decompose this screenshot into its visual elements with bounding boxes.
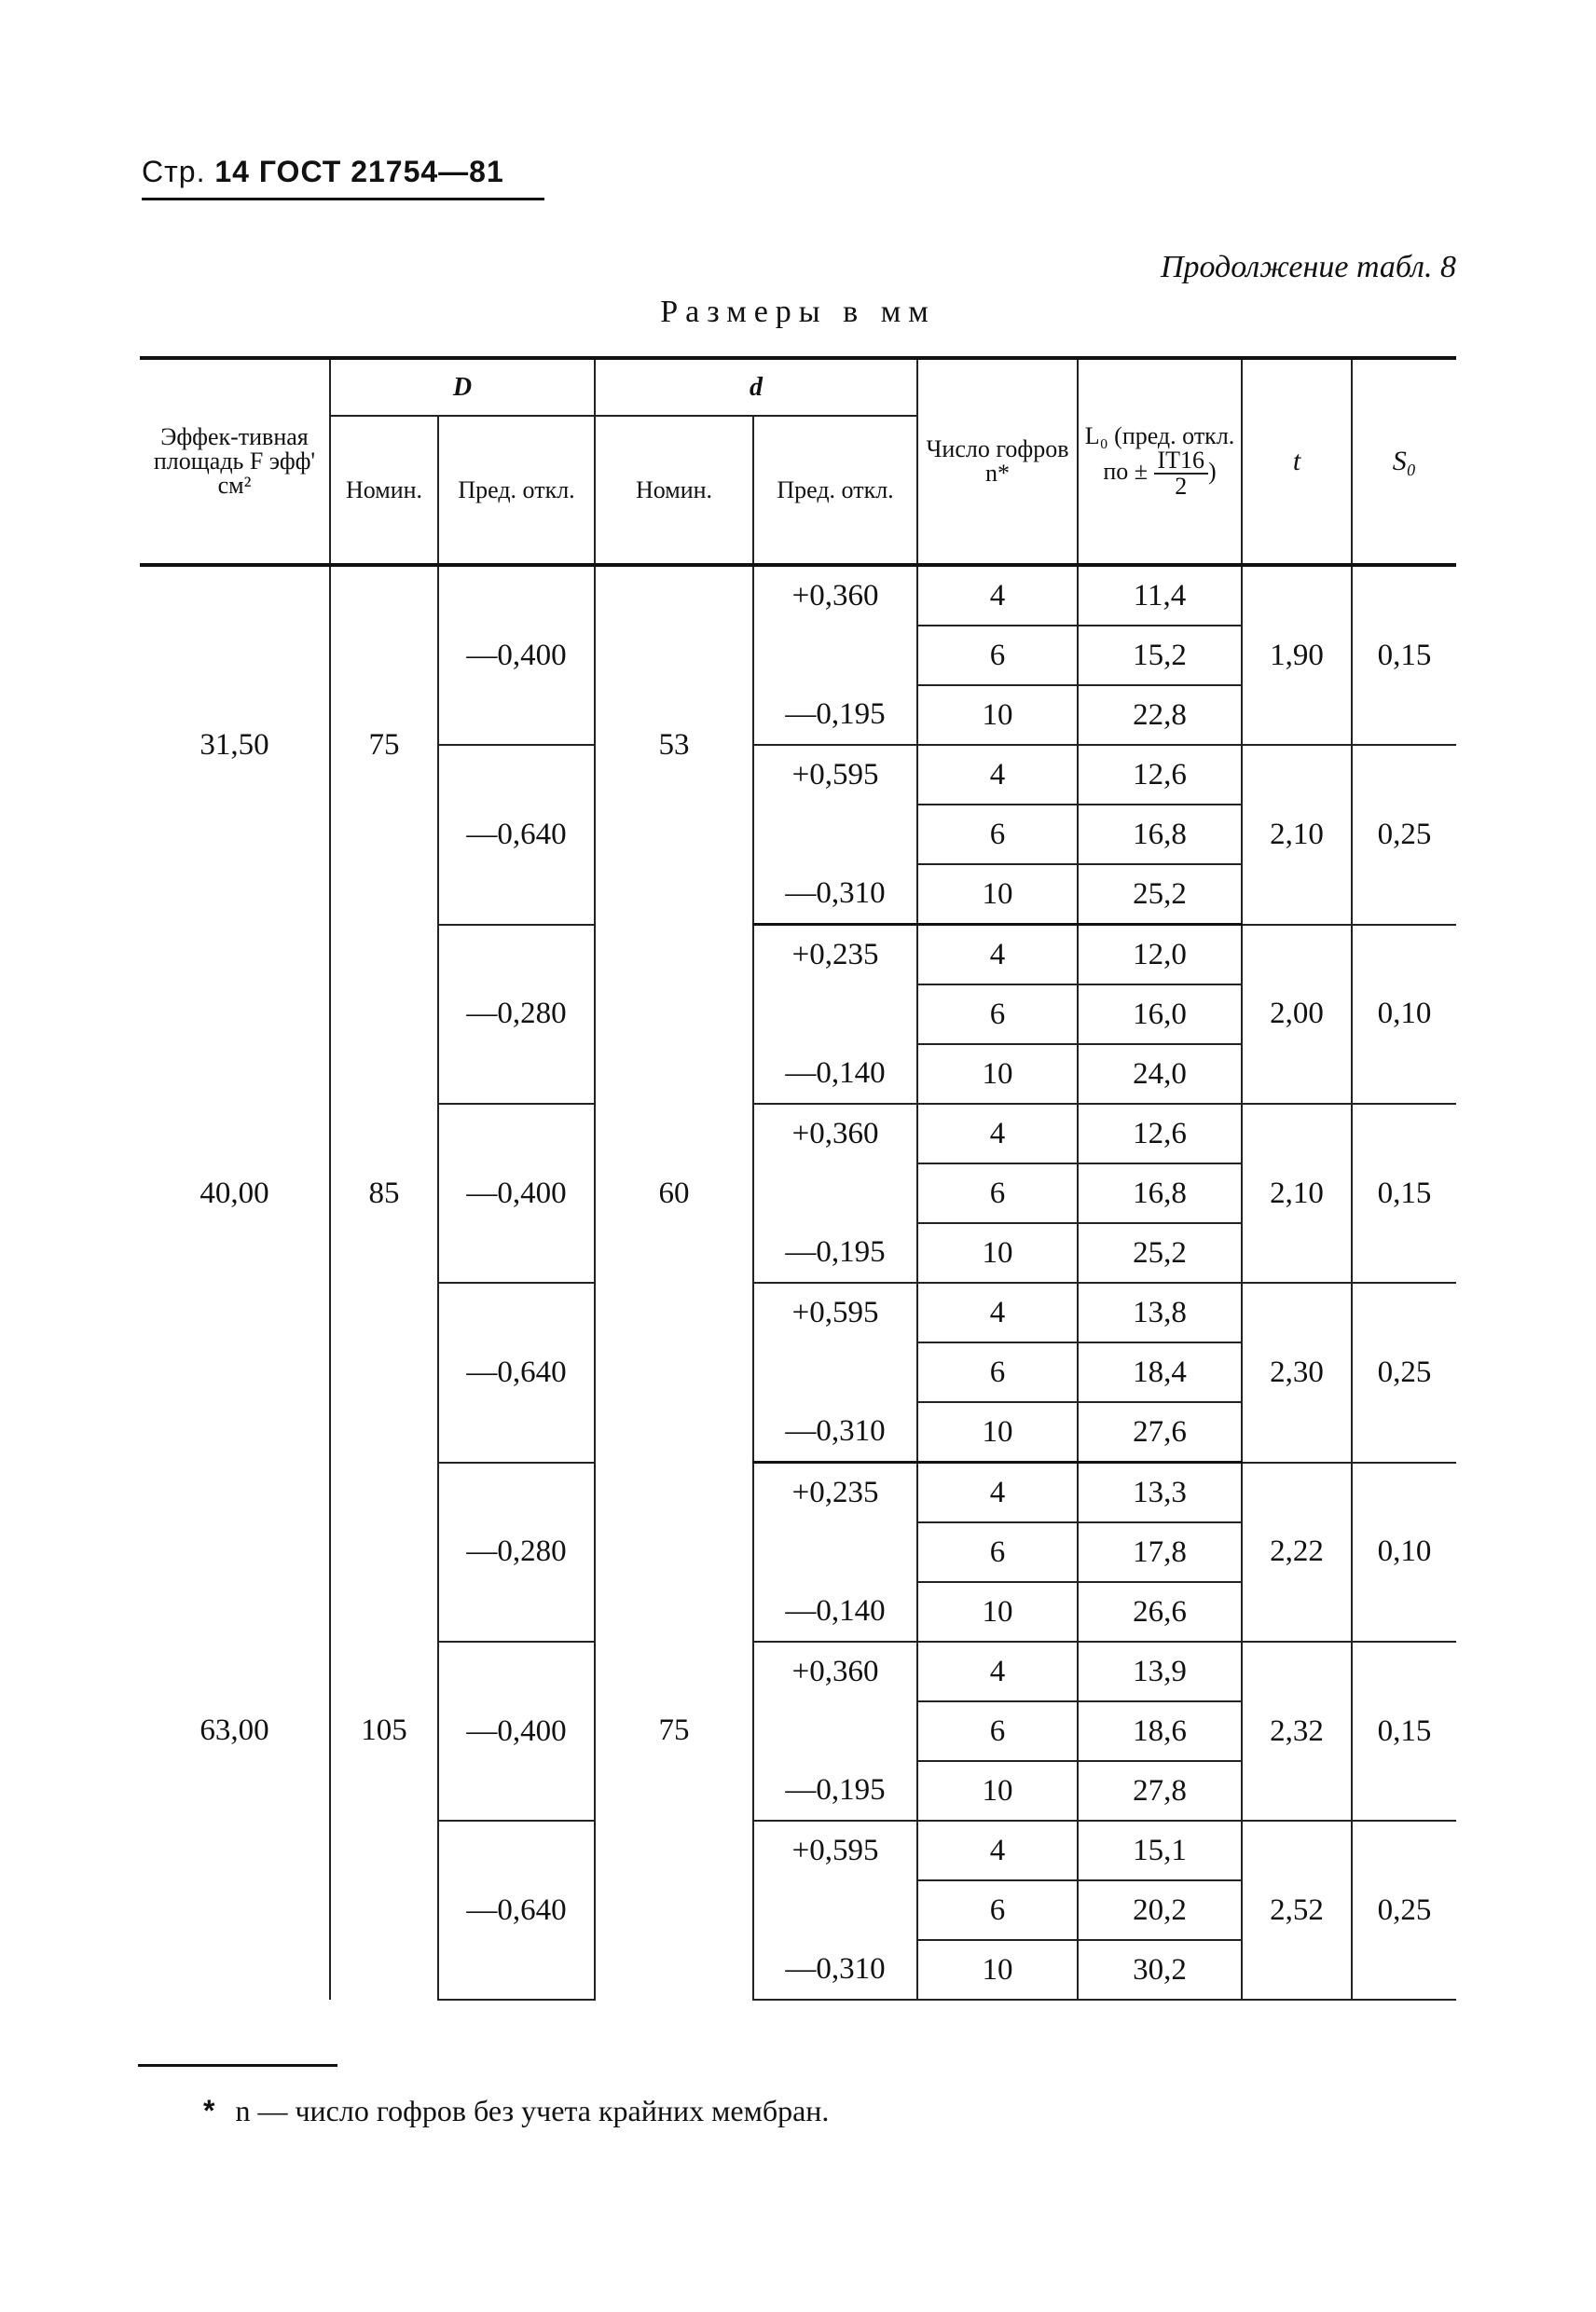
header-L0-text: L₀ (пред. откл. по ± <box>1084 422 1235 485</box>
n-cell: 10 <box>917 1582 1078 1642</box>
L0-cell: 30,2 <box>1078 1940 1242 2000</box>
footnote-text: n — число гофров без учета крайних мембран. <box>235 2094 830 2127</box>
d-tolerance-lower-cell: —0,310 <box>753 1940 917 2000</box>
s0-cell: 0,15 <box>1352 565 1456 745</box>
L0-cell: 15,2 <box>1078 626 1242 685</box>
d-tolerance-upper-cell: +0,235 <box>753 925 917 985</box>
n-cell: 4 <box>917 925 1078 985</box>
area-cell: 40,00 <box>140 925 330 1463</box>
L0-cell: 22,8 <box>1078 685 1242 745</box>
s0-cell: 0,25 <box>1352 745 1456 925</box>
n-cell: 10 <box>917 1940 1078 2000</box>
n-cell: 6 <box>917 984 1078 1044</box>
d-tolerance-blank-cell <box>753 1342 917 1402</box>
d-nominal-cell: 75 <box>595 1463 753 2001</box>
d-tolerance-lower-cell: —0,140 <box>753 1044 917 1104</box>
d-nominal-cell: 60 <box>595 925 753 1463</box>
n-cell: 10 <box>917 864 1078 925</box>
page-header <box>142 155 504 189</box>
L0-cell: 24,0 <box>1078 1044 1242 1104</box>
standard-code: ГОСТ 21754—81 <box>258 155 504 188</box>
D-tolerance-cell: —0,400 <box>438 565 595 745</box>
d-tolerance-lower-cell: —0,310 <box>753 1402 917 1463</box>
L0-cell: 15,1 <box>1078 1821 1242 1880</box>
L0-cell: 17,8 <box>1078 1522 1242 1582</box>
header-area <box>140 358 330 565</box>
d-tolerance-lower-cell: —0,195 <box>753 1761 917 1821</box>
t-cell: 2,10 <box>1242 1104 1352 1283</box>
header-s0 <box>1352 358 1456 565</box>
footnote <box>203 2094 829 2128</box>
s0-cell: 0,25 <box>1352 1283 1456 1463</box>
D-tolerance-cell: —0,640 <box>438 745 595 925</box>
n-cell: 10 <box>917 1223 1078 1283</box>
d-tolerance-blank-cell <box>753 805 917 864</box>
header-L0-frac-num: IT16 <box>1154 448 1209 475</box>
header-t <box>1242 358 1352 565</box>
n-cell: 4 <box>917 1104 1078 1163</box>
area-cell: 63,00 <box>140 1463 330 2001</box>
d-tolerance-blank-cell <box>753 1880 917 1940</box>
L0-cell: 16,8 <box>1078 805 1242 864</box>
t-cell: 2,22 <box>1242 1463 1352 1643</box>
page-number: 14 <box>214 155 250 188</box>
header-D-tolerance: Пред. откл. <box>438 416 595 565</box>
D-nominal-cell: 75 <box>330 565 438 925</box>
table-row <box>140 1463 1456 1523</box>
n-cell: 4 <box>917 1642 1078 1701</box>
header-d-tolerance: Пред. откл. <box>753 416 917 565</box>
n-cell: 6 <box>917 1880 1078 1940</box>
header-d-nominal: Номин. <box>595 416 753 565</box>
D-tolerance-cell: —0,280 <box>438 925 595 1105</box>
t-cell: 2,00 <box>1242 925 1352 1105</box>
n-cell: 4 <box>917 1463 1078 1523</box>
header-n <box>917 358 1078 565</box>
d-tolerance-blank-cell <box>753 1701 917 1761</box>
header-n-text: Число гофров n* <box>926 435 1069 487</box>
L0-cell: 12,6 <box>1078 745 1242 805</box>
n-cell: 6 <box>917 1342 1078 1402</box>
L0-cell: 13,9 <box>1078 1642 1242 1701</box>
d-tolerance-lower-cell: —0,195 <box>753 1223 917 1283</box>
L0-cell: 25,2 <box>1078 1223 1242 1283</box>
t-cell: 2,52 <box>1242 1821 1352 2000</box>
n-cell: 4 <box>917 565 1078 626</box>
t-cell: 1,90 <box>1242 565 1352 745</box>
s0-cell: 0,10 <box>1352 1463 1456 1643</box>
footnote-rule <box>138 2064 337 2067</box>
n-cell: 10 <box>917 1761 1078 1821</box>
header-L0-close: ) <box>1208 457 1217 485</box>
D-tolerance-cell: —0,400 <box>438 1642 595 1821</box>
D-nominal-cell: 105 <box>330 1463 438 2001</box>
D-tolerance-cell: —0,640 <box>438 1283 595 1463</box>
s0-cell: 0,10 <box>1352 925 1456 1105</box>
header-d-text: d <box>750 372 764 402</box>
header-t-text: t <box>1292 446 1301 476</box>
t-cell: 2,32 <box>1242 1642 1352 1821</box>
L0-cell: 11,4 <box>1078 565 1242 626</box>
d-tolerance-blank-cell <box>753 1163 917 1223</box>
D-nominal-cell: 85 <box>330 925 438 1463</box>
n-cell: 4 <box>917 1821 1078 1880</box>
header-rule <box>142 198 544 200</box>
L0-cell: 26,6 <box>1078 1582 1242 1642</box>
dimensions-table <box>140 356 1456 2001</box>
L0-cell: 16,0 <box>1078 984 1242 1044</box>
D-tolerance-cell: —0,640 <box>438 1821 595 2000</box>
table-body <box>140 565 1456 2000</box>
dimensions-note: Размеры в мм <box>660 295 936 329</box>
d-tolerance-lower-cell: —0,310 <box>753 864 917 925</box>
d-nominal-cell: 53 <box>595 565 753 925</box>
d-tolerance-upper-cell: +0,360 <box>753 1104 917 1163</box>
footnote-marker: * <box>203 2094 215 2127</box>
n-cell: 6 <box>917 1163 1078 1223</box>
header-area-text: Эффек-тивная площадь F эфф' см² <box>153 423 316 499</box>
L0-cell: 13,3 <box>1078 1463 1242 1523</box>
page-label: Стр. <box>142 155 206 188</box>
n-cell: 6 <box>917 1701 1078 1761</box>
header-d <box>595 358 917 416</box>
n-cell: 10 <box>917 1044 1078 1104</box>
d-tolerance-blank-cell <box>753 984 917 1044</box>
L0-cell: 12,6 <box>1078 1104 1242 1163</box>
t-cell: 2,30 <box>1242 1283 1352 1463</box>
d-tolerance-upper-cell: +0,595 <box>753 1283 917 1342</box>
d-tolerance-blank-cell <box>753 1522 917 1582</box>
L0-cell: 12,0 <box>1078 925 1242 985</box>
s0-cell: 0,15 <box>1352 1104 1456 1283</box>
L0-cell: 18,6 <box>1078 1701 1242 1761</box>
s0-cell: 0,25 <box>1352 1821 1456 2000</box>
L0-cell: 20,2 <box>1078 1880 1242 1940</box>
d-tolerance-lower-cell: —0,140 <box>753 1582 917 1642</box>
header-L0-fraction <box>1154 448 1209 499</box>
L0-cell: 13,8 <box>1078 1283 1242 1342</box>
d-tolerance-upper-cell: +0,595 <box>753 1821 917 1880</box>
n-cell: 4 <box>917 745 1078 805</box>
d-tolerance-upper-cell: +0,595 <box>753 745 917 805</box>
s0-cell: 0,15 <box>1352 1642 1456 1821</box>
D-tolerance-cell: —0,280 <box>438 1463 595 1643</box>
n-cell: 4 <box>917 1283 1078 1342</box>
d-tolerance-upper-cell: +0,235 <box>753 1463 917 1523</box>
table-row <box>140 925 1456 985</box>
area-cell: 31,50 <box>140 565 330 925</box>
L0-cell: 25,2 <box>1078 864 1242 925</box>
header-D-nominal: Номин. <box>330 416 438 565</box>
header-D-text: D <box>452 372 473 402</box>
header-s0-text: S₀ <box>1392 446 1417 476</box>
d-tolerance-lower-cell: —0,195 <box>753 685 917 745</box>
n-cell: 10 <box>917 685 1078 745</box>
n-cell: 6 <box>917 805 1078 864</box>
d-tolerance-upper-cell: +0,360 <box>753 565 917 626</box>
n-cell: 10 <box>917 1402 1078 1463</box>
t-cell: 2,10 <box>1242 745 1352 925</box>
L0-cell: 18,4 <box>1078 1342 1242 1402</box>
d-tolerance-upper-cell: +0,360 <box>753 1642 917 1701</box>
L0-cell: 27,8 <box>1078 1761 1242 1821</box>
table-continuation-label: Продолжение табл. 8 <box>1160 250 1456 284</box>
n-cell: 6 <box>917 626 1078 685</box>
header-L0-frac-den: 2 <box>1175 473 1188 500</box>
D-tolerance-cell: —0,400 <box>438 1104 595 1283</box>
L0-cell: 16,8 <box>1078 1163 1242 1223</box>
table-row <box>140 565 1456 626</box>
n-cell: 6 <box>917 1522 1078 1582</box>
d-tolerance-blank-cell <box>753 626 917 685</box>
header-D <box>330 358 595 416</box>
L0-cell: 27,6 <box>1078 1402 1242 1463</box>
header-L0 <box>1078 358 1242 565</box>
